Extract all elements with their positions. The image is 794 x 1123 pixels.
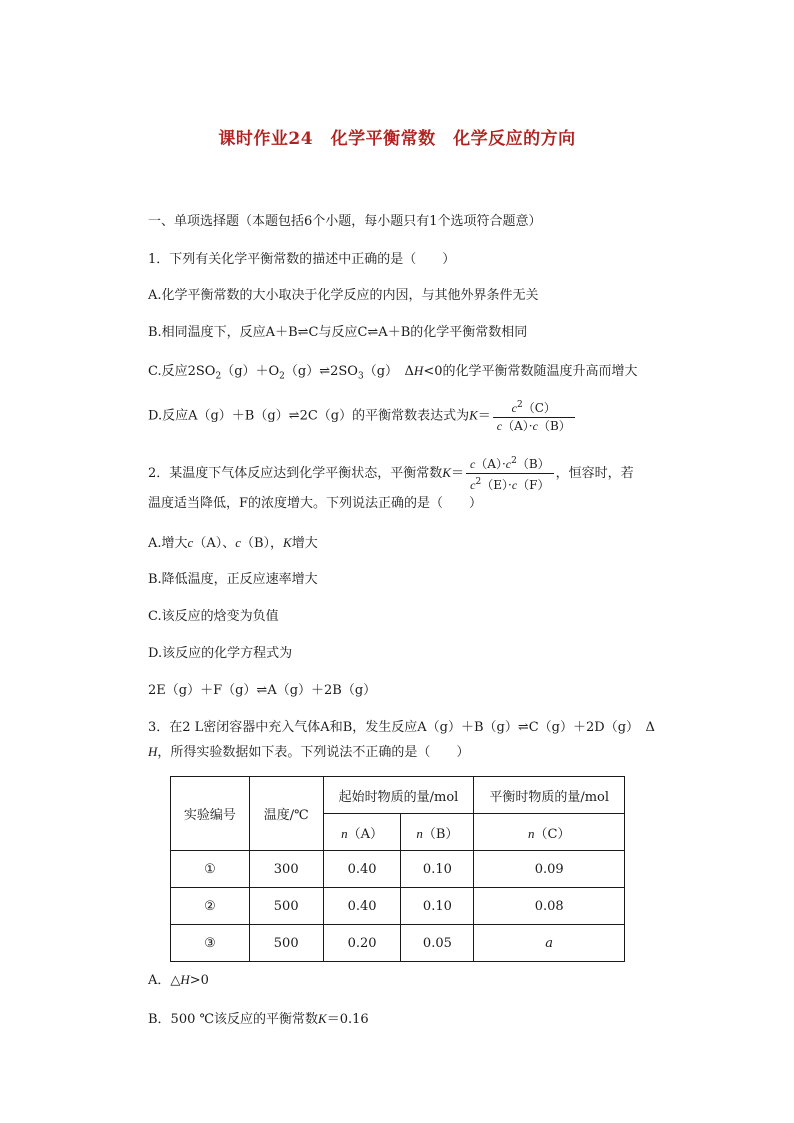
cell-n-b: 0.10 [401,851,474,888]
var-c: c [470,478,476,492]
q1-d-eq: ＝ [477,408,491,424]
cell-n-a: 0.20 [323,925,401,962]
q2-option-d: D.该反应的化学方程式为 [148,646,293,661]
var-h: H [180,972,190,987]
cell-n-c: 0.08 [474,888,625,925]
q1-d-den-text-2: （B） [537,419,571,433]
q1-d-den-text: （A）· [502,419,533,433]
table-header-row [171,777,625,814]
q2-option-c: C.该反应的焓变为负值 [148,609,279,624]
cell-temp: 500 [249,888,323,925]
q2-a-text: A.增大 [148,536,188,551]
q2-option-a [148,534,318,553]
q2-den-1: （E）· [481,478,512,492]
cell-n-b: 0.05 [401,925,474,962]
var-c: c [187,535,194,550]
q1-c-text-3: （g）⇌2SO [284,364,358,379]
q3-var-h: H [148,744,158,759]
var-c: c [496,419,503,433]
header-equilibrium-amount: 平衡时物质的量/mol [474,777,625,814]
q1-c-text-5: <0的化学平衡常数随温度升高而增大 [423,364,638,379]
q1-c-sub-2: 2 [215,371,222,382]
q3-a-post: >0 [189,973,209,988]
sup-2: 2 [511,456,517,466]
q3-stem: 3．在2 L密闭容器中充入气体A和B，发生反应A（g）＋B（g）⇌C（g）＋2D（g） Δ [148,720,655,735]
cell-n-a: 0.40 [323,851,401,888]
cell-exp-id: ③ [171,925,250,962]
var-n: n [341,825,348,841]
var-k: K [283,535,292,550]
table-row [171,925,625,962]
sup-2: 2 [516,400,523,410]
header-exp-number: 实验编号 [171,777,250,851]
q2-equation: 2E（g）＋F（g）⇌A（g）＋2B（g） [148,683,377,698]
q1-d-fraction [493,398,575,434]
q1-stem: 1．下列有关化学平衡常数的描述中正确的是（ ） [148,252,456,267]
var-c: c [469,457,476,471]
q2-option-b: B.降低温度，正反应速率增大 [148,572,318,587]
q2-fraction [466,454,554,493]
q1-c-sub-2b: 2 [279,371,285,382]
q1-d-numerator [493,398,575,418]
table-row [171,888,625,925]
cell-temp: 300 [249,851,323,888]
section-heading: 一、单项选择题（本题包括6个小题，每小题只有1个选项符合题意） [148,214,542,229]
cell-exp-id: ② [171,888,250,925]
cell-exp-id: ① [171,851,250,888]
header-temperature: 温度/℃ [249,777,323,851]
var-c: c [505,457,512,471]
q2-eq: ＝ [450,466,464,481]
q2-a-post: 增大 [291,536,318,551]
q1-d-num-text: （C） [522,401,556,415]
q2-denominator [466,474,554,493]
q1-c-text-4: （g） Δ [363,364,414,379]
var-c: c [532,419,538,433]
q1-c-sub-3: 3 [357,371,364,382]
q2-num-1: （A）· [475,457,506,471]
var-n: n [527,825,535,841]
cell-n-a: 0.40 [323,888,401,925]
q2-a-mid1: （A）、 [193,536,236,551]
q2-var-k: K [442,465,451,480]
cell-temp: 500 [249,925,323,962]
header-n-a-text: （A） [347,826,383,842]
header-n-c [474,814,625,851]
q3-stem-line2 [148,743,469,762]
q1-option-a: A.化学平衡常数的大小取决于化学反应的内因，与其他外界条件无关 [148,288,539,303]
q1-c-text-1: C.反应2SO [148,364,216,379]
q3-stem-line2-text: ，所得实验数据如下表。下列说法不正确的是（ ） [157,745,470,760]
header-initial-amount: 起始时物质的量/mol [323,777,474,814]
sup-2: 2 [475,477,482,487]
var-c: c [235,535,241,550]
table-row [171,851,625,888]
q1-c-var-h: H [413,363,424,378]
q1-option-b: B.相同温度下，反应A＋B⇌C与反应C⇌A＋B的化学平衡常数相同 [148,325,528,340]
cell-n-c: 0.09 [474,851,625,888]
q1-d-text: D.反应A（g）＋B（g）⇌2C（g）的平衡常数表达式为 [148,408,470,424]
header-n-c-text: （C） [534,826,571,842]
q1-d-denominator [493,418,575,434]
var-c: c [511,401,517,415]
q3-b-text: B．500 ℃该反应的平衡常数 [148,1012,319,1027]
page-title: 课时作业24 化学平衡常数 化学反应的方向 [218,129,576,149]
q1-option-c [148,362,637,386]
header-n-b [401,814,474,851]
q3-option-b [148,1010,369,1029]
header-n-a [323,814,401,851]
q3-a-text: A．△ [148,973,181,988]
q2-stem-line2: 温度适当降低，F的浓度增大。下列说法正确的是（ ） [148,496,483,511]
var-k: K [318,1011,327,1026]
cell-n-c: a [474,925,625,962]
var-n: n [416,825,423,841]
q3-b-post: ＝0.16 [326,1012,369,1027]
cell-n-b: 0.10 [401,888,474,925]
q2-stem-text: 2．某温度下气体反应达到化学平衡状态，平衡常数 [148,466,443,481]
q1-option-d [148,398,577,434]
q3-option-a [148,971,209,990]
q1-d-var-k: K [469,407,478,423]
q2-a-mid2: （B）， [240,536,284,551]
q2-stem [148,454,634,493]
q1-c-text-2: （g）＋O [221,364,280,379]
header-n-b-text: （B） [422,826,459,842]
q2-den-2: （F） [517,478,550,492]
q2-num-2: （B） [516,457,550,471]
experiment-data-table [170,776,625,962]
q2-numerator [466,454,554,474]
q2-stem-post: ，恒容时，若 [555,466,634,481]
var-c: c [511,478,518,492]
